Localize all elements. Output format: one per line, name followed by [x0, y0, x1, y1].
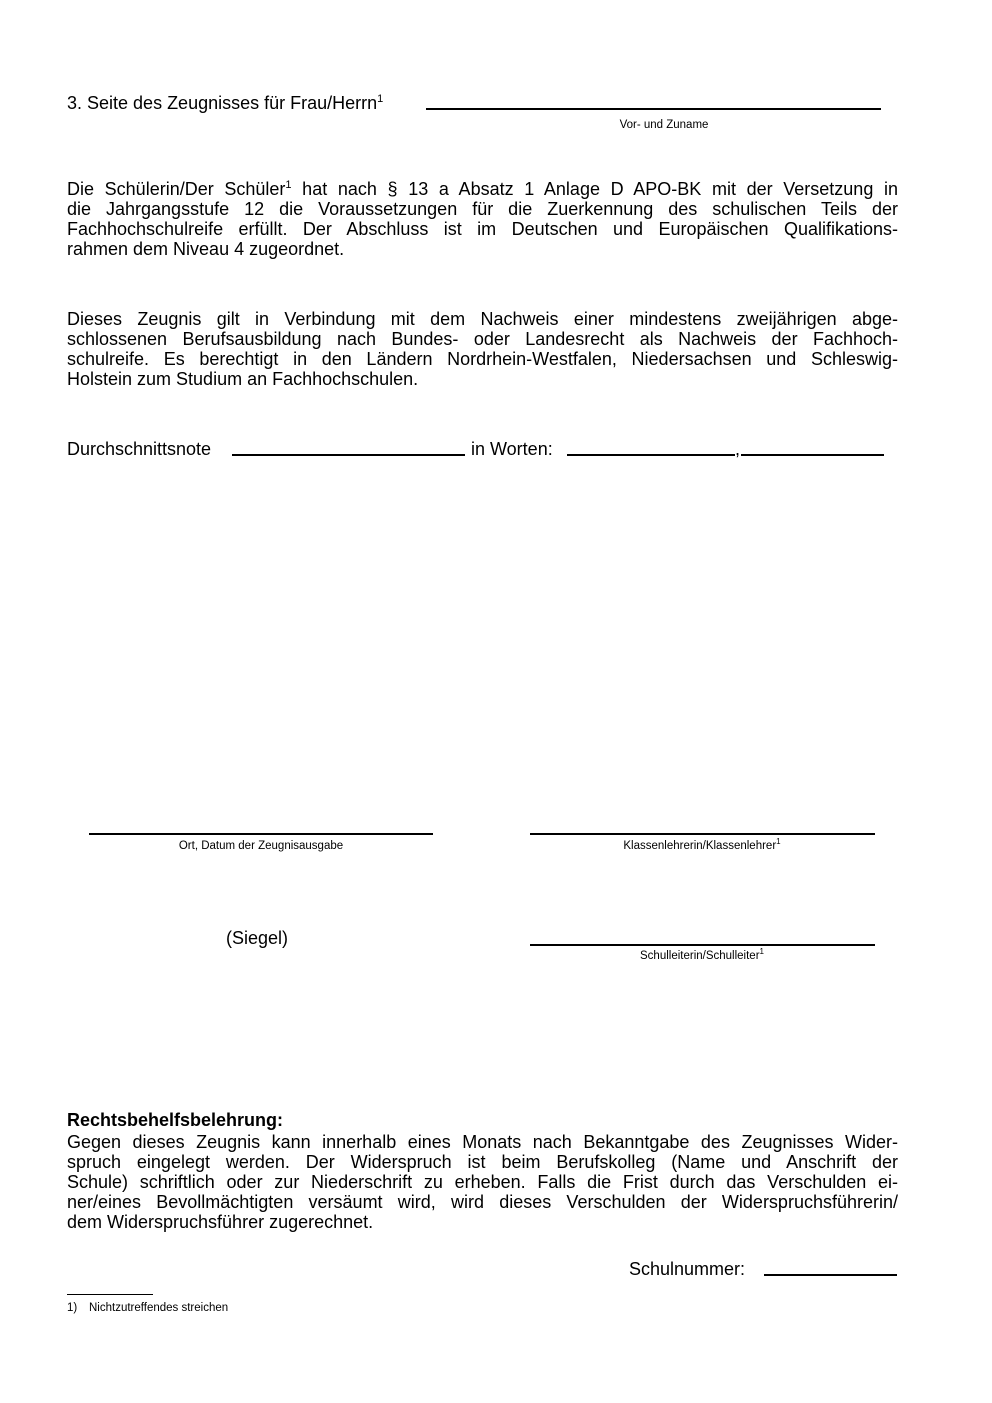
paragraph-line: Gegen dieses Zeugnis kann innerhalb eines Monats nach Bekanntgabe des Zeugnisses Wider-: [67, 1132, 898, 1152]
grade-field-line[interactable]: [232, 454, 465, 456]
footnote-marker: 1: [759, 947, 764, 956]
place-date-caption: Ort, Datum der Zeugnisausgabe: [178, 840, 344, 852]
grade-words-integer-line[interactable]: [567, 454, 735, 456]
grade-words-label: in Worten:: [471, 439, 553, 459]
paragraph-line: schlossenen Berufsausbildung nach Bundes- oder Landesrecht als Nachweis der Fachhoch-: [67, 329, 898, 349]
footnote-marker: 1: [776, 837, 781, 846]
principal-caption-text: Schulleiterin/Schulleiter: [640, 950, 760, 962]
footnote: [67, 1302, 228, 1315]
legal-notice-heading: Rechtsbehelfsbelehrung:: [67, 1110, 284, 1130]
paragraph-validity: [67, 309, 898, 389]
paragraph-line: dem Widerspruchsführer zugerechnet.: [67, 1212, 374, 1232]
paragraph-line: Fachhochschulreife erfüllt. Der Abschluss ist im Deutschen und Europäischen Qualifikations-: [67, 219, 898, 239]
footnote-number: 1): [67, 1302, 78, 1314]
paragraph-line: Schule) schriftlich oder zur Niederschrift zu erheben. Falls die Frist durch das Verschulden ei-: [67, 1172, 898, 1192]
name-caption: Vor- und Zuname: [619, 119, 709, 131]
paragraph-line: rahmen dem Niveau 4 zugeordnet.: [67, 239, 345, 259]
footnote-marker: 1: [285, 179, 292, 191]
seal-label: (Siegel): [226, 928, 289, 948]
class-teacher-caption-text: Klassenlehrerin/Klassenlehrer: [623, 840, 777, 852]
class-teacher-caption: [552, 837, 852, 853]
footnote-separator: [67, 1294, 153, 1295]
principal-caption: [552, 947, 852, 963]
page-title: [67, 93, 383, 113]
paragraph-line: Dieses Zeugnis gilt in Verbindung mit dem Nachweis einer mindestens zweijährigen abge-: [67, 309, 898, 329]
footnote-text: Nichtzutreffendes streichen: [89, 1302, 229, 1314]
paragraph-line: Holstein zum Studium an Fachhochschulen.: [67, 369, 419, 389]
school-number-label: Schulnummer:: [629, 1259, 746, 1279]
grade-label: Durchschnittsnote: [67, 439, 212, 459]
principal-signature-line[interactable]: [530, 944, 875, 946]
paragraph-line: schulreife. Es berechtigt in den Ländern Nordrhein-Westfalen, Niedersachsen und Schleswig-: [67, 349, 898, 369]
footnote-marker: 1: [377, 93, 384, 105]
paragraph-line: [67, 179, 898, 199]
paragraph-line: ner/eines Bevollmächtigten versäumt wird, wird dieses Verschulden der Widerspruchsführerin/: [67, 1192, 898, 1212]
legal-notice-body: [67, 1132, 898, 1232]
page-title-text: 3. Seite des Zeugnisses für Frau/Herrn: [67, 93, 378, 113]
grade-words-decimal-line[interactable]: [741, 454, 884, 456]
school-number-field-line[interactable]: [764, 1274, 897, 1276]
paragraph-line: spruch eingelegt werden. Der Widerspruch ist beim Berufskolleg (Name und Anschrift der: [67, 1152, 898, 1172]
paragraph-line: die Jahrgangsstufe 12 die Voraussetzungen für die Zuerkennung des schulischen Teils der: [67, 199, 898, 219]
class-teacher-signature-line[interactable]: [530, 833, 875, 835]
paragraph-eligibility: [67, 179, 898, 259]
grade-words-separator: ,: [735, 439, 741, 459]
name-field-line[interactable]: [426, 108, 881, 110]
place-date-line[interactable]: [89, 833, 433, 835]
text-fragment: Die Schülerin/Der Schüler: [67, 179, 286, 199]
text-fragment: hat nach § 13 a Absatz 1 Anlage D APO-BK mit der Versetzung in: [291, 179, 898, 199]
